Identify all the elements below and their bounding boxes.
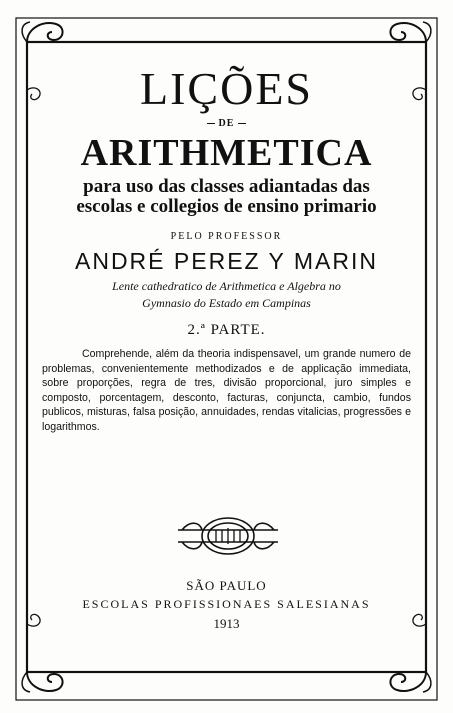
publisher-name: ESCOLAS PROFISSIONAES SALESIANAS bbox=[82, 597, 371, 611]
author-credentials bbox=[38, 278, 415, 312]
title-block bbox=[38, 63, 415, 435]
connector-line bbox=[38, 118, 415, 129]
right-dash bbox=[238, 123, 246, 124]
part-label: 2.ª PARTE. bbox=[187, 322, 266, 338]
connector-word: DE bbox=[218, 118, 235, 129]
subject-title: ARITHMETICA bbox=[80, 132, 373, 174]
main-title: LIÇÕES bbox=[140, 63, 313, 114]
left-dash bbox=[207, 123, 215, 124]
credentials-line-1: Lente cathedratico de Arithmetica e Algebra no bbox=[112, 279, 341, 293]
purpose-line-1: para uso das classes adiantadas das bbox=[83, 176, 370, 197]
credentials-line-2: Gymnasio do Estado em Campinas bbox=[142, 296, 311, 310]
by-line: PELO PROFESSOR bbox=[170, 231, 283, 242]
author-name: ANDRÉ PEREZ Y MARIN bbox=[75, 248, 378, 274]
purpose-line-2: escolas e collegios de ensino primario bbox=[76, 196, 377, 217]
contents-summary: Comprehende, além da theoria indispensavel, um grande numero de problemas, convenientemente methodizados e de applicação immediata, sobre proporções, regra de tres, divisão proporcional, juro simples e composto, porcentagem, desconto, facturas, conjuncta, cambio, fundos publicos, misturas, falsa posição, annuidades, rendas vitalicias, progressões e logarithmos. bbox=[42, 348, 411, 433]
printer-ornament bbox=[176, 510, 280, 562]
publication-year: 1913 bbox=[213, 616, 240, 631]
purpose-text bbox=[38, 177, 415, 217]
publication-city: SÃO PAULO bbox=[186, 578, 267, 593]
imprint bbox=[40, 578, 413, 632]
